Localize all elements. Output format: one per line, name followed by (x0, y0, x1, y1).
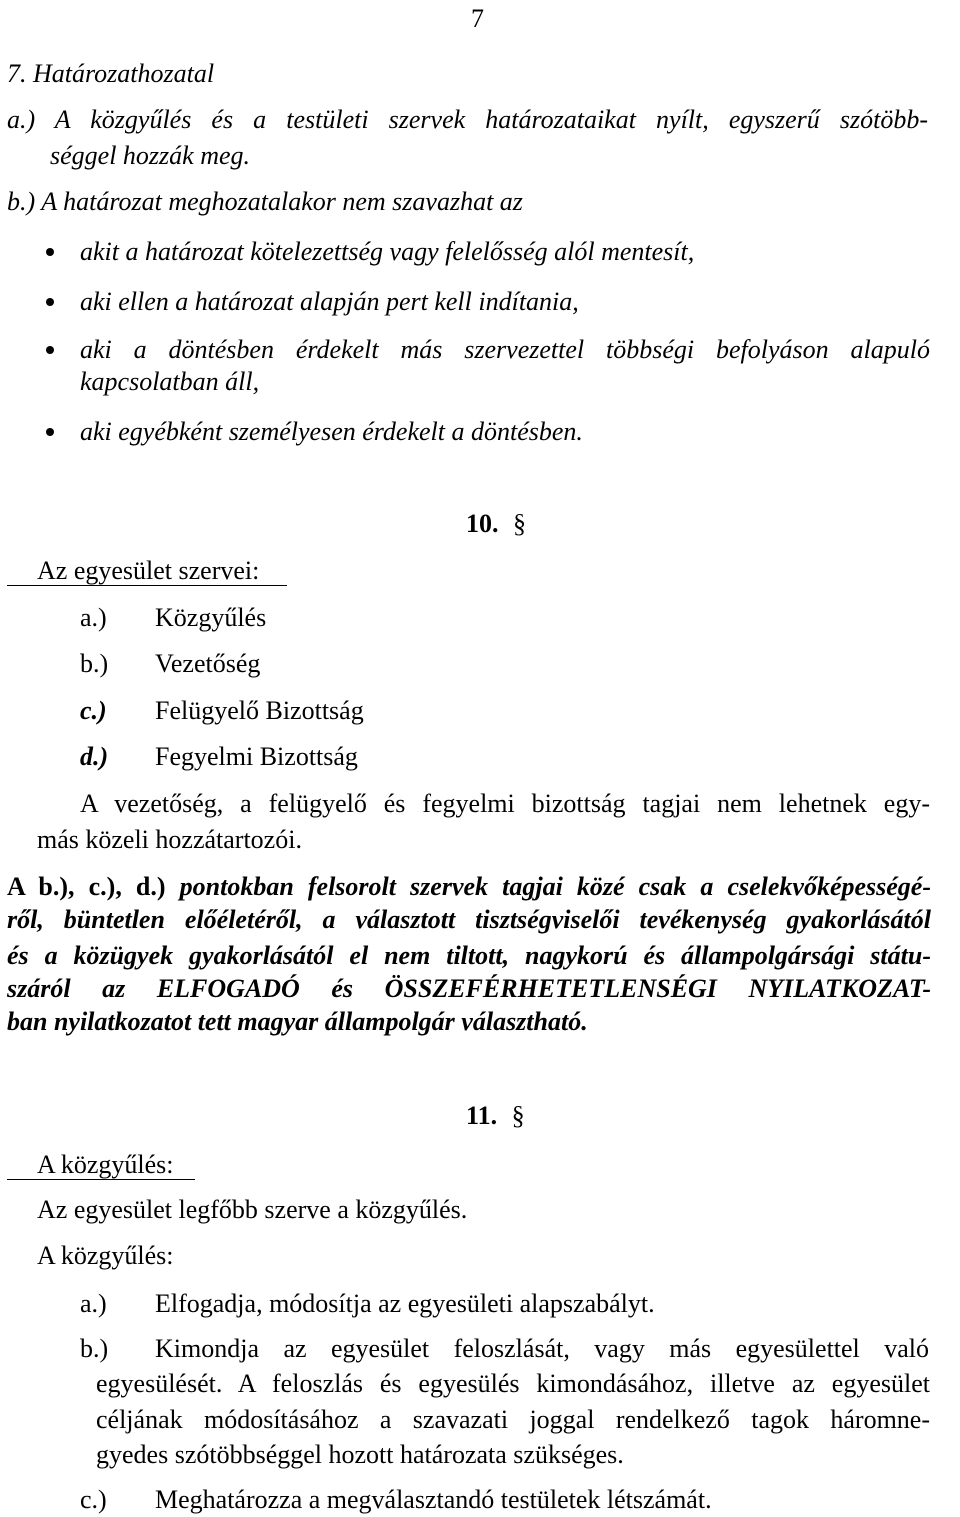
section-sign: § (511, 1101, 525, 1130)
para-line4: száról az ELFOGADÓ és ÖSSZEFÉRHETETLENSÉGI NYILATKOZAT- (7, 974, 931, 1003)
list-item: Elfogadja, módosítja az egyesületi alapszabályt. (155, 1289, 655, 1318)
section-sign: § (513, 509, 526, 538)
list-item-continuation: gyedes szótöbbséggel hozott határozata szükséges. (96, 1440, 624, 1469)
section-number: 11. (466, 1101, 498, 1130)
list-item: Vezetőség (155, 649, 261, 678)
bullet-icon (46, 248, 54, 256)
section-title: 7. Határozathozatal (7, 59, 215, 88)
page-number: 7 (471, 4, 484, 33)
list-label: a.) (80, 603, 107, 632)
para-line3: és a közügyek gyakorlásától el nem tiltott, nagykorú és állampolgársági státu- (7, 941, 931, 970)
subtitle-underline (7, 585, 287, 586)
paragraph-a-line1: a.) A közgyűlés és a testületi szervek határozataikat nyílt, egyszerű szótöbb- (7, 105, 928, 134)
bullet-item: akit a határozat kötelezettség vagy felelősség alól mentesít, (80, 237, 695, 266)
section-heading-11 (466, 1100, 525, 1131)
list-item: Fegyelmi Bizottság (155, 742, 358, 771)
bullet-icon (46, 346, 54, 354)
paragraph-a-line2: séggel hozzák meg. (50, 141, 251, 170)
list-label: c.) (80, 1485, 107, 1514)
bullet-icon (46, 298, 54, 306)
body-line: Az egyesület legfőbb szerve a közgyűlés. (37, 1195, 468, 1224)
para-prefix: A b.), c.), d.) (7, 872, 166, 901)
para-line1 (7, 871, 931, 902)
section-heading-10 (466, 508, 526, 539)
note-line1: A vezetőség, a felügyelő és fegyelmi bizottság tagjai nem lehetnek egy- (80, 789, 930, 818)
bullet-item: aki egyébként személyesen érdekelt a döntésben. (80, 417, 583, 446)
bullet-item: aki ellen a határozat alapján pert kell indítania, (80, 287, 579, 316)
section-subtitle: Az egyesület szervei: (37, 556, 260, 585)
bullet-icon (46, 428, 54, 436)
section-subtitle: A közgyűlés: (37, 1150, 174, 1179)
body-line: A közgyűlés: (37, 1241, 174, 1270)
bullet-item: aki a döntésben érdekelt más szervezettel többségi befolyáson alapuló (80, 335, 930, 364)
list-label: c.) (80, 696, 107, 725)
list-label: b.) (80, 649, 109, 678)
list-item: Kimondja az egyesület feloszlását, vagy más egyesülettel való (155, 1334, 929, 1363)
list-item: Felügyelő Bizottság (155, 696, 364, 725)
bullet-item-continuation: kapcsolatban áll, (80, 367, 260, 396)
para-line1-text: pontokban felsorolt szervek tagjai közé csak a cselekvőképességé- (179, 872, 932, 901)
section-number: 10. (466, 509, 499, 538)
note-line2: más közeli hozzátartozói. (37, 825, 302, 854)
list-label: a.) (80, 1289, 107, 1318)
para-line5: ban nyilatkozatot tett magyar állampolgár választható. (7, 1007, 588, 1036)
list-item-continuation: céljának módosításához a szavazati joggal rendelkező tagok háromne- (96, 1405, 930, 1434)
list-label: b.) (80, 1334, 109, 1363)
subtitle-underline (7, 1179, 195, 1180)
list-label: d.) (80, 742, 109, 771)
paragraph-b-intro: b.) A határozat meghozatalakor nem szavazhat az (7, 187, 523, 216)
para-line2: ről, büntetlen előéletéről, a választott tisztségviselői tevékenység gyakorlásától (7, 905, 931, 934)
list-item: Közgyűlés (155, 603, 267, 632)
list-item: Meghatározza a megválasztandó testületek létszámát. (155, 1485, 712, 1514)
list-item-continuation: egyesülését. A feloszlás és egyesülés kimondásához, illetve az egyesület (96, 1369, 930, 1398)
